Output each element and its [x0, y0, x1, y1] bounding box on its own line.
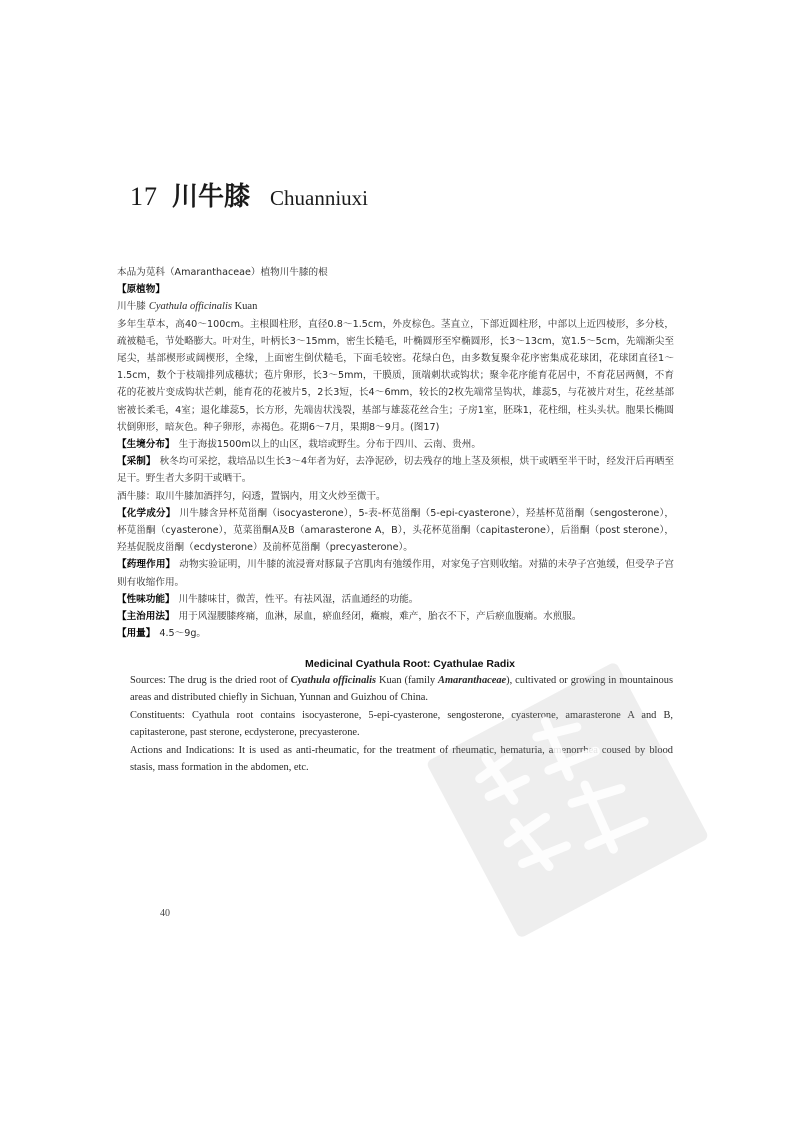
actions-label: Actions and Indications:	[130, 744, 235, 756]
monograph-chinese-name: 川牛膝	[172, 182, 251, 212]
page-number: 40	[160, 908, 170, 919]
wine-processing-line: 酒牛膝：取川牛膝加酒拌匀，闷透，置锅内，用文火炒至微干。	[117, 490, 386, 502]
section-label: 【化学成分】	[117, 507, 176, 519]
dosage-paragraph	[117, 625, 674, 642]
species-line	[117, 298, 674, 315]
chemistry-paragraph	[117, 505, 674, 557]
distribution-text: 生于海拔1500m以上的山区，栽培或野生。分布于四川、云南、贵州。	[178, 439, 481, 451]
sources-label: Sources:	[130, 675, 166, 686]
section-label: 【采制】	[117, 456, 156, 468]
pharmacology-text: 动物实验证明，川牛膝的流浸膏对豚鼠子宫肌肉有弛缓作用，对家兔子宫则收缩。对猫的未孕子宫弛缓，但受孕子宫则有收缩作用。	[117, 559, 675, 588]
constituents-text: Cyathula root contains isocyasterone, 5-epi-cyasterone, sengosterone, cyasterone, amarasterone A and B, capitasterone, past sterone, ecdysterone, precyasterone.	[130, 709, 673, 739]
collection-paragraph	[117, 453, 674, 487]
chinese-text-section	[117, 264, 674, 642]
collection-text: 秋冬均可采挖，栽培品以生长3～4年者为好，去净泥砂，切去残存的地上茎及须根，烘干或晒至半干时，经发汗后再晒至足干。野生者大多阴干或晒干。	[117, 456, 674, 485]
monograph-pinyin: Chuanniuxi	[270, 186, 369, 210]
properties-text: 川牛膝味甘，微苦，性平。有祛风湿，活血通经的功能。	[178, 593, 419, 605]
species-latin-name: Cyathula officinalis	[148, 301, 232, 313]
section-label: 【药理作用】	[117, 559, 176, 571]
chemistry-text: 川牛膝含异杯苋甾酮（isocyasterone），5-表-杯苋甾酮（5-epi-cyasterone），羟基杯苋甾酮（sengosterone），杯苋甾酮（cyasterone），苋菜甾酮A及B（amarasterone A，B），头花杯苋甾酮（capitasterone），后甾酮（post sterone），羟基促脱皮甾酮（ecdysterone）及前杯苋甾酮（precyasterone）。	[117, 507, 675, 554]
plant-description: 多年生草本，高40～100cm。主根圆柱形，直径0.8～1.5cm，外皮棕色。茎直立，下部近圆柱形，中部以上近四棱形，多分枝，疏被糙毛，节处略膨大。叶对生，叶柄长3～15mm，密生长糙毛，叶椭圆形至窄椭圆形，长3～13cm，宽1.5～5cm，先端渐尖至尾尖，基部楔形或阔楔形，全缘，上面密生倒伏糙毛，下面毛较密。花绿白色，由多数复聚伞花序密集成花球团，花球团直径1～1.5cm，数个于枝端排列成穗状；苞片卵形，长3～5mm，干膜质，顶端刺状或钩状；聚伞花序能育花居中，不育花居两侧，不育花的花被片变成钩状芒刺，能育花的花被片5，2长3短，长4～6mm，较长的2枚先端常呈钩状，雄蕊5，与花被片对生，花丝基部密被长柔毛，4室；退化雄蕊5，长方形，先端齿状浅裂，基部与雄蕊花丝合生；子房1室，胚珠1，花柱细，柱头头状。胞果长椭圆状倒卵形，暗灰色。种子卵形，赤褐色。花期6～7月，果期8～9月。(图17)	[117, 318, 674, 433]
monograph-heading	[130, 176, 368, 213]
constituents-label: Constituents:	[130, 709, 185, 721]
sources-text: The drug is the dried root of	[168, 675, 288, 686]
pharmacology-paragraph	[117, 556, 674, 590]
distribution-paragraph	[117, 436, 674, 453]
dosage-text: 4.5～9g。	[159, 628, 207, 640]
section-label: 【生境分布】	[117, 439, 175, 451]
properties-paragraph	[117, 591, 674, 608]
indications-paragraph	[117, 608, 674, 625]
english-title: Medicinal Cyathula Root: Cyathulae Radix	[304, 658, 516, 670]
species-author: Kuan	[234, 301, 258, 313]
section-label: 【原植物】	[117, 284, 165, 296]
sources-family: Amaranthaceae	[438, 675, 507, 686]
section-label: 【主治用法】	[117, 611, 175, 623]
indications-text: 用于风湿腰膝疼痛，血淋，尿血，瘀血经闭，癥瘕，难产，胎衣不下，产后瘀血腹痛。水煎服。	[178, 611, 582, 623]
actions-text: It is used as anti-rheumatic, for the treatment of rheumatic, hematuria, amenorrhea coused by blood stasis, mass formation in the abdomen, etc.	[130, 744, 673, 774]
sources-text: Kuan (family	[379, 675, 436, 686]
sources-text: ), cultivated or growing in mountainous areas and distributed chiefly in Sichuan, Yunnan and Guizhou of China.	[130, 675, 673, 704]
sources-species: Cyathula officinalis	[290, 675, 377, 686]
species-chinese-name: 川牛膝	[117, 301, 146, 313]
monograph-number: 17	[130, 182, 158, 211]
original-plant-label	[117, 281, 674, 298]
section-label: 【性味功能】	[117, 593, 175, 605]
section-label: 【用量】	[117, 628, 156, 640]
intro-line: 本品为苋科（Amaranthaceae）植物川牛膝的根	[117, 267, 328, 278]
